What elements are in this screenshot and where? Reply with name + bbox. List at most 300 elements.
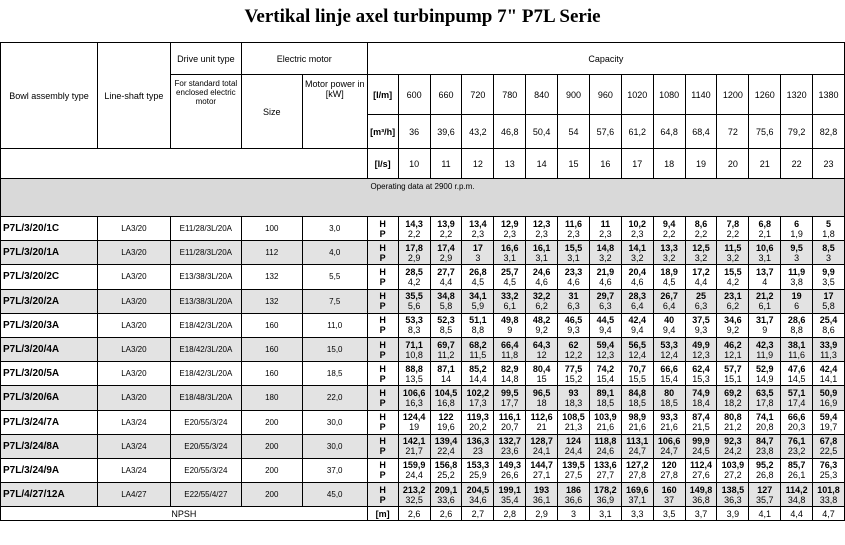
head-value: 12,9 bbox=[500, 218, 519, 229]
performance-cell bbox=[494, 458, 526, 482]
capacity-m3h-value: 54 bbox=[558, 115, 590, 149]
head-value: 104,5 bbox=[434, 387, 458, 398]
performance-cell bbox=[717, 483, 749, 507]
power-value: 24,7 bbox=[628, 446, 646, 457]
head-value: 9,9 bbox=[822, 266, 835, 277]
power-value: 18,5 bbox=[596, 397, 615, 408]
head-value: 159,9 bbox=[402, 460, 426, 471]
power-value: 35,7 bbox=[755, 494, 774, 505]
power-value: 15,4 bbox=[596, 373, 615, 384]
capacity-ls-value: 21 bbox=[749, 149, 781, 179]
power-value: 18,5 bbox=[660, 397, 678, 408]
performance-cell bbox=[653, 265, 685, 289]
head-value: 156,8 bbox=[434, 460, 458, 471]
power-value: 2,3 bbox=[535, 228, 548, 239]
performance-cell bbox=[398, 337, 430, 361]
head-value: 15,5 bbox=[564, 242, 583, 253]
capacity-m3h-value: 82,8 bbox=[813, 115, 845, 149]
head-value: 70,7 bbox=[628, 363, 646, 374]
npsh-value: 3,7 bbox=[685, 507, 717, 521]
performance-cell bbox=[462, 386, 494, 410]
power-value: 36,8 bbox=[692, 494, 710, 505]
performance-cell bbox=[558, 458, 590, 482]
head-value: 85,2 bbox=[469, 363, 487, 374]
head-value: 8,5 bbox=[822, 242, 835, 253]
head-value: 118,8 bbox=[594, 436, 617, 447]
capacity-lm-value: 840 bbox=[526, 75, 558, 115]
head-value: 13,4 bbox=[469, 218, 487, 229]
power-value: 6,4 bbox=[630, 301, 644, 312]
capacity-ls-value: 15 bbox=[558, 149, 590, 179]
power-value: 2,1 bbox=[758, 228, 771, 239]
performance-cell bbox=[430, 265, 462, 289]
npsh-value: 3,3 bbox=[621, 507, 653, 521]
head-value: 44,5 bbox=[596, 315, 615, 326]
performance-cell bbox=[589, 337, 621, 361]
performance-cell bbox=[685, 265, 717, 289]
pump-data-table bbox=[0, 42, 845, 521]
head-value: 13,9 bbox=[437, 218, 455, 229]
performance-cell bbox=[558, 337, 590, 361]
power-value: 4,6 bbox=[567, 276, 580, 287]
power-value: 25,2 bbox=[437, 470, 455, 481]
performance-cell bbox=[717, 313, 749, 337]
power-value: 9 bbox=[507, 325, 513, 336]
power-value: 1,9 bbox=[790, 228, 803, 239]
power-value: 25,9 bbox=[469, 470, 487, 481]
performance-cell bbox=[494, 241, 526, 265]
head-value: 5 bbox=[826, 218, 832, 229]
power-value: 2,9 bbox=[439, 252, 453, 263]
power-value: 21,7 bbox=[405, 446, 423, 457]
p-label: P bbox=[379, 228, 386, 239]
head-value: 17,2 bbox=[692, 266, 710, 277]
head-value: 57,7 bbox=[724, 363, 742, 374]
head-value: 88,8 bbox=[405, 363, 423, 374]
head-value: 25,4 bbox=[819, 315, 838, 326]
power-value: 18,3 bbox=[564, 397, 583, 408]
power-value: 6,3 bbox=[567, 301, 580, 312]
head-value: 46,5 bbox=[564, 315, 583, 326]
head-value: 133,6 bbox=[594, 460, 617, 471]
head-value: 18,9 bbox=[660, 266, 678, 277]
power-value: 24,5 bbox=[692, 446, 710, 457]
bowl-assembly-type: P7L/3/20/1A bbox=[1, 241, 98, 265]
drive-unit-type: E11/28/3L/20A bbox=[170, 241, 241, 265]
performance-cell bbox=[653, 458, 685, 482]
head-value: 59,4 bbox=[819, 412, 838, 423]
head-value: 6 bbox=[794, 218, 800, 229]
power-value: 19,6 bbox=[437, 422, 455, 433]
power-value: 15 bbox=[536, 373, 547, 384]
head-value: 66,6 bbox=[660, 363, 678, 374]
drive-unit-type: E18/42/3L/20A bbox=[170, 313, 241, 337]
power-value: 14,1 bbox=[819, 373, 838, 384]
head-value: 49,8 bbox=[500, 315, 519, 326]
performance-cell bbox=[813, 217, 845, 241]
performance-cell bbox=[749, 265, 781, 289]
head-value: 132,7 bbox=[498, 436, 521, 447]
head-value: 139,5 bbox=[562, 460, 585, 471]
power-value: 17,8 bbox=[755, 397, 774, 408]
page-title: Vertikal linje axel turbinpump 7" P7L Serie bbox=[244, 6, 601, 27]
motor-power: 3,0 bbox=[302, 217, 367, 241]
power-value: 32,5 bbox=[405, 494, 423, 505]
power-value: 11,3 bbox=[820, 349, 837, 360]
head-value: 29,7 bbox=[596, 291, 615, 302]
performance-cell bbox=[685, 434, 717, 458]
head-value: 87,4 bbox=[692, 412, 710, 423]
header-blank bbox=[1, 149, 368, 179]
head-value: 99,5 bbox=[500, 387, 519, 398]
head-value: 89,1 bbox=[596, 387, 615, 398]
head-value: 7,8 bbox=[726, 218, 740, 229]
bowl-assembly-type: P7L/3/24/7A bbox=[1, 410, 98, 434]
head-value: 66,6 bbox=[787, 412, 806, 423]
p-label: P bbox=[379, 301, 386, 312]
performance-cell bbox=[813, 458, 845, 482]
capacity-lm-value: 1080 bbox=[653, 75, 685, 115]
performance-cell bbox=[685, 217, 717, 241]
performance-cell bbox=[589, 458, 621, 482]
power-value: 22,5 bbox=[819, 446, 838, 457]
head-value: 103,9 bbox=[721, 460, 745, 471]
head-value: 169,6 bbox=[625, 484, 649, 495]
performance-cell bbox=[462, 265, 494, 289]
capacity-m3h-value: 75,6 bbox=[749, 115, 781, 149]
power-value: 18,5 bbox=[628, 397, 646, 408]
head-value: 42,4 bbox=[819, 363, 838, 374]
head-value: 17 bbox=[472, 242, 483, 253]
performance-cell bbox=[526, 483, 558, 507]
head-value: 127 bbox=[757, 484, 773, 495]
power-value: 26,8 bbox=[755, 470, 774, 481]
capacity-ls-value: 17 bbox=[621, 149, 653, 179]
head-value: 199,1 bbox=[498, 484, 521, 495]
performance-cell bbox=[813, 410, 845, 434]
capacity-ls-value: 12 bbox=[462, 149, 494, 179]
performance-cell bbox=[653, 313, 685, 337]
head-value: 14,8 bbox=[596, 242, 615, 253]
head-value: 34,8 bbox=[437, 291, 455, 302]
power-value: 13,5 bbox=[405, 373, 423, 384]
line-shaft-type: LA3/20 bbox=[97, 217, 170, 241]
performance-cell bbox=[589, 313, 621, 337]
head-value: 8,6 bbox=[694, 218, 708, 229]
performance-cell bbox=[685, 483, 717, 507]
performance-cell bbox=[589, 362, 621, 386]
drive-unit-type: E13/38/3L/20A bbox=[170, 265, 241, 289]
power-value: 16,9 bbox=[819, 397, 838, 408]
capacity-lm-value: 1380 bbox=[813, 75, 845, 115]
head-value: 103,9 bbox=[594, 412, 617, 423]
power-value: 12 bbox=[536, 349, 547, 360]
head-value: 25,7 bbox=[500, 266, 519, 277]
performance-cell bbox=[526, 458, 558, 482]
performance-cell bbox=[558, 289, 590, 313]
motor-size: 160 bbox=[241, 313, 302, 337]
table-row bbox=[1, 362, 845, 386]
head-value: 35,5 bbox=[405, 291, 423, 302]
capacity-m3h-value: 64,8 bbox=[653, 115, 685, 149]
capacity-lm-value: 780 bbox=[494, 75, 526, 115]
bowl-assembly-type: P7L/3/20/6A bbox=[1, 386, 98, 410]
performance-cell bbox=[621, 289, 653, 313]
capacity-m3h-value: 61,2 bbox=[621, 115, 653, 149]
power-value: 2,3 bbox=[567, 228, 580, 239]
power-value: 2,3 bbox=[599, 228, 612, 239]
head-value: 57,1 bbox=[787, 387, 806, 398]
performance-cell bbox=[558, 483, 590, 507]
performance-cell bbox=[717, 241, 749, 265]
power-value: 4,6 bbox=[599, 276, 612, 287]
line-shaft-type: LA3/20 bbox=[97, 313, 170, 337]
table-row bbox=[1, 458, 845, 482]
performance-cell bbox=[653, 483, 685, 507]
power-value: 2,2 bbox=[726, 228, 740, 239]
power-value: 5,8 bbox=[822, 301, 835, 312]
performance-cell bbox=[781, 386, 813, 410]
hp-label bbox=[367, 483, 398, 507]
motor-size: 132 bbox=[241, 289, 302, 313]
power-value: 22,4 bbox=[437, 446, 455, 457]
performance-cell bbox=[398, 386, 430, 410]
performance-cell bbox=[685, 410, 717, 434]
line-shaft-type: LA3/24 bbox=[97, 458, 170, 482]
motor-power: 18,5 bbox=[302, 362, 367, 386]
capacity-m3h-value: 68,4 bbox=[685, 115, 717, 149]
head-value: 77,5 bbox=[564, 363, 583, 374]
power-value: 35,4 bbox=[500, 494, 519, 505]
power-value: 36,9 bbox=[596, 494, 615, 505]
head-value: 10,6 bbox=[755, 242, 774, 253]
power-value: 4,2 bbox=[407, 276, 421, 287]
power-value: 11,9 bbox=[756, 349, 774, 360]
head-value: 9,5 bbox=[790, 242, 803, 253]
performance-cell bbox=[685, 362, 717, 386]
capacity-lm-value: 900 bbox=[558, 75, 590, 115]
capacity-ls-value: 11 bbox=[430, 149, 462, 179]
power-value: 17,3 bbox=[469, 397, 487, 408]
motor-power: 7,5 bbox=[302, 289, 367, 313]
power-value: 6,3 bbox=[694, 301, 708, 312]
line-shaft-type: LA3/20 bbox=[97, 241, 170, 265]
col-header-drive-unit: Drive unit type bbox=[170, 43, 241, 75]
table-row bbox=[1, 337, 845, 361]
performance-cell bbox=[462, 362, 494, 386]
bowl-assembly-type: P7L/3/20/4A bbox=[1, 337, 98, 361]
table-row bbox=[1, 289, 845, 313]
power-value: 4,4 bbox=[439, 276, 453, 287]
capacity-lm-value: 720 bbox=[462, 75, 494, 115]
head-value: 20,4 bbox=[628, 266, 646, 277]
capacity-ls-value: 14 bbox=[526, 149, 558, 179]
performance-cell bbox=[398, 434, 430, 458]
performance-cell bbox=[462, 434, 494, 458]
motor-size: 112 bbox=[241, 241, 302, 265]
power-value: 4,6 bbox=[630, 276, 644, 287]
head-value: 25 bbox=[695, 291, 706, 302]
motor-size: 200 bbox=[241, 483, 302, 507]
performance-cell bbox=[621, 362, 653, 386]
head-value: 34,1 bbox=[469, 291, 487, 302]
performance-cell bbox=[398, 410, 430, 434]
performance-cell bbox=[526, 337, 558, 361]
performance-cell bbox=[558, 313, 590, 337]
performance-cell bbox=[717, 217, 749, 241]
performance-cell bbox=[462, 483, 494, 507]
power-value: 27,2 bbox=[724, 470, 742, 481]
power-value: 21,5 bbox=[692, 422, 710, 433]
performance-cell bbox=[749, 386, 781, 410]
power-value: 12,1 bbox=[724, 349, 742, 360]
performance-cell bbox=[781, 434, 813, 458]
h-label: H bbox=[379, 339, 386, 350]
power-value: 3,2 bbox=[662, 252, 676, 263]
performance-cell bbox=[781, 289, 813, 313]
performance-cell bbox=[462, 313, 494, 337]
head-value: 87,1 bbox=[437, 363, 455, 374]
performance-cell bbox=[813, 434, 845, 458]
motor-power: 22,0 bbox=[302, 386, 367, 410]
capacity-lm-value: 1260 bbox=[749, 75, 781, 115]
hp-label bbox=[367, 386, 398, 410]
performance-cell bbox=[589, 483, 621, 507]
head-value: 68,2 bbox=[469, 339, 487, 350]
power-value: 2,2 bbox=[662, 228, 676, 239]
head-value: 51,1 bbox=[469, 315, 487, 326]
head-value: 144,7 bbox=[530, 460, 553, 471]
power-value: 20,2 bbox=[469, 422, 487, 433]
performance-cell bbox=[494, 289, 526, 313]
drive-unit-type: E18/42/3L/20A bbox=[170, 362, 241, 386]
head-value: 74,2 bbox=[596, 363, 615, 374]
head-value: 122 bbox=[438, 412, 454, 423]
power-value: 3,1 bbox=[567, 252, 580, 263]
performance-cell bbox=[494, 337, 526, 361]
npsh-label: NPSH bbox=[1, 507, 368, 521]
power-value: 2,2 bbox=[694, 228, 708, 239]
line-shaft-type: LA3/24 bbox=[97, 434, 170, 458]
performance-cell bbox=[589, 217, 621, 241]
head-value: 124,4 bbox=[402, 412, 426, 423]
power-value: 12,3 bbox=[692, 349, 710, 360]
head-value: 106,6 bbox=[402, 387, 426, 398]
npsh-value: 3,1 bbox=[589, 507, 621, 521]
head-value: 93 bbox=[568, 387, 579, 398]
power-value: 14,8 bbox=[500, 373, 519, 384]
power-value: 4,5 bbox=[471, 276, 485, 287]
unit-ls: [l/s] bbox=[367, 149, 398, 179]
head-value: 136,3 bbox=[466, 436, 490, 447]
power-value: 4,5 bbox=[503, 276, 516, 287]
power-value: 27,5 bbox=[564, 470, 583, 481]
hp-label bbox=[367, 265, 398, 289]
power-value: 21,3 bbox=[564, 422, 583, 433]
performance-cell bbox=[494, 362, 526, 386]
table-row bbox=[1, 434, 845, 458]
power-value: 18,4 bbox=[692, 397, 710, 408]
head-value: 116,1 bbox=[498, 412, 521, 423]
h-label: H bbox=[379, 387, 386, 398]
head-value: 149,8 bbox=[689, 484, 713, 495]
power-value: 27,1 bbox=[532, 470, 551, 481]
motor-size: 200 bbox=[241, 458, 302, 482]
p-label: P bbox=[379, 276, 386, 287]
performance-cell bbox=[494, 386, 526, 410]
head-value: 209,1 bbox=[434, 484, 458, 495]
bowl-assembly-type: P7L/3/20/5A bbox=[1, 362, 98, 386]
bowl-assembly-type: P7L/3/20/1C bbox=[1, 217, 98, 241]
performance-cell bbox=[526, 386, 558, 410]
performance-cell bbox=[430, 410, 462, 434]
head-value: 112,4 bbox=[689, 460, 712, 471]
head-value: 16,1 bbox=[532, 242, 551, 253]
performance-cell bbox=[494, 265, 526, 289]
head-value: 113,1 bbox=[626, 436, 649, 447]
unit-lm: [l/m] bbox=[367, 75, 398, 115]
head-value: 49,9 bbox=[692, 339, 710, 350]
power-value: 37,1 bbox=[628, 494, 646, 505]
performance-cell bbox=[685, 241, 717, 265]
motor-size: 132 bbox=[241, 265, 302, 289]
head-value: 160 bbox=[661, 484, 677, 495]
motor-power: 30,0 bbox=[302, 434, 367, 458]
power-value: 15,4 bbox=[660, 373, 678, 384]
hp-label bbox=[367, 289, 398, 313]
performance-cell bbox=[781, 362, 813, 386]
table-row bbox=[1, 265, 845, 289]
power-value: 2,2 bbox=[407, 228, 421, 239]
head-value: 17,8 bbox=[405, 242, 423, 253]
power-value: 3,2 bbox=[726, 252, 740, 263]
head-value: 11,9 bbox=[788, 266, 806, 277]
performance-cell bbox=[781, 483, 813, 507]
performance-cell bbox=[781, 313, 813, 337]
drive-unit-type: E18/48/3L/20A bbox=[170, 386, 241, 410]
h-label: H bbox=[379, 218, 386, 229]
npsh-value: 2,8 bbox=[494, 507, 526, 521]
head-value: 114,2 bbox=[785, 484, 808, 495]
power-value: 3,2 bbox=[694, 252, 708, 263]
capacity-m3h-value: 46,8 bbox=[494, 115, 526, 149]
power-value: 14,9 bbox=[755, 373, 774, 384]
head-value: 14,1 bbox=[628, 242, 646, 253]
power-value: 9,3 bbox=[567, 325, 580, 336]
power-value: 8,8 bbox=[471, 325, 485, 336]
performance-cell bbox=[589, 410, 621, 434]
power-value: 3 bbox=[475, 252, 481, 263]
performance-cell bbox=[494, 313, 526, 337]
performance-cell bbox=[749, 410, 781, 434]
power-value: 24,7 bbox=[660, 446, 678, 457]
head-value: 26,7 bbox=[660, 291, 678, 302]
drive-unit-type: E22/55/4/27 bbox=[170, 483, 241, 507]
power-value: 27,7 bbox=[596, 470, 615, 481]
head-value: 21,9 bbox=[596, 266, 615, 277]
head-value: 46,2 bbox=[724, 339, 742, 350]
capacity-lm-value: 1320 bbox=[781, 75, 813, 115]
head-value: 31,7 bbox=[755, 315, 774, 326]
npsh-value: 2,7 bbox=[462, 507, 494, 521]
head-value: 138,5 bbox=[721, 484, 745, 495]
head-value: 71,1 bbox=[405, 339, 423, 350]
bowl-assembly-type: P7L/3/20/3A bbox=[1, 313, 98, 337]
power-value: 15,5 bbox=[628, 373, 646, 384]
head-value: 10,2 bbox=[628, 218, 646, 229]
head-value: 108,5 bbox=[562, 412, 585, 423]
motor-power: 30,0 bbox=[302, 410, 367, 434]
